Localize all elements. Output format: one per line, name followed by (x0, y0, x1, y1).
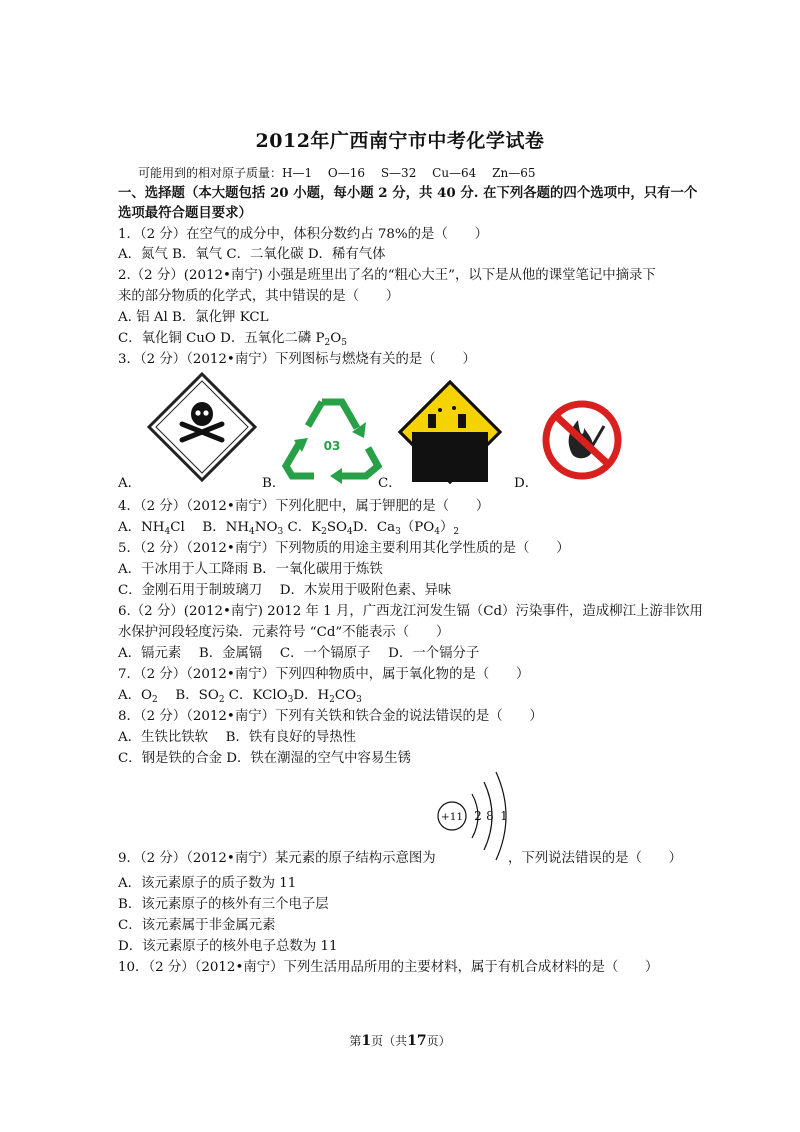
question-8: 8．（2 分）（2012•南宁）下列有关铁和铁合金的说法错误的是（ ） (118, 709, 543, 724)
question-5-options1: A．干冰用于人工降雨 B．一氧化碳用于炼铁 (118, 562, 383, 577)
question-8-options2: C．钢是铁的合金 D．铁在潮湿的空气中容易生锈 (118, 751, 412, 766)
recycle-number: 03 (323, 439, 341, 453)
question-6-line2: 水保护河段轻度污染．元素符号 “Cd”不能表示（ ） (118, 625, 450, 640)
question-9-option-c: C．该元素属于非金属元素 (118, 918, 276, 933)
recycle-icon (282, 392, 382, 484)
question-1: 1．（2 分）在空气的成分中，体积分数约占 78%的是（ ） (118, 227, 488, 242)
question-2-line2: 来的部分物质的化学式，其中错误的是（ ） (118, 289, 400, 304)
section-heading-line1: 一、选择题（本大题包括 20 小题，每小题 2 分，共 40 分. 在下列各题的四个选项中，只有一个 (118, 185, 698, 201)
question-1-options: A．氮气 B．氧气 C．二氧化碳 D．稀有气体 (118, 247, 386, 262)
atom-shell-1: 2 (474, 809, 482, 823)
atom-shell-3: 1 (500, 809, 508, 823)
question-9-option-d: D．该元素原子的核外电子总数为 11 (118, 939, 338, 954)
question-6-line1: 6.（2 分）(2012•南宁) 2012 年 1 月，广西龙江河发生镉（Cd）污染事件，造成柳江上游非饮用 (118, 604, 703, 619)
question-9-part2: ，下列说法错误的是（ ） (508, 851, 683, 866)
q3-label-d: D． (514, 476, 539, 491)
q3-label-b: B． (262, 476, 286, 491)
q3-label-a: A． (118, 476, 142, 491)
page-title: 2012年广西南宁市中考化学试卷 (255, 130, 545, 152)
q3-label-c: C． (378, 476, 402, 491)
question-8-options1: A．生铁比铁软 B．铁有良好的导热性 (118, 730, 357, 745)
question-2-options2: C．氧化铜 CuO D．五氧化二磷 $P_2O_5$ (118, 331, 347, 348)
page-footer: 第1页（共17页） (349, 1033, 451, 1049)
question-3: 3．（2 分）（2012•南宁）下列图标与燃烧有关的是（ ） (118, 352, 476, 367)
current-page-number: 1 (361, 1033, 372, 1049)
question-4: 4．（2 分）（2012•南宁）下列化肥中，属于钾肥的是（ ） (118, 499, 490, 514)
question-10: 10．（2 分）（2012•南宁）下列生活用品所用的主要材料，属于有机合成材料的是（ ） (118, 960, 659, 975)
question-6-options: A．镉元素 B．金属镉 C．一个镉原子 D．一个镉分子 (118, 646, 480, 661)
atom-shell-2: 8 (486, 809, 494, 823)
question-7: 7．（2 分）（2012•南宁）下列四种物质中，属于氧化物的是（ ） (118, 667, 530, 682)
atomic-masses: 可能用到的相对原子质量：H—1 O—16 S—32 Cu—64 Zn—65 (138, 166, 536, 180)
question-9-part1: 9．（2 分）（2012•南宁）某元素的原子结构示意图为 (118, 851, 436, 866)
toxic-hazard-icon (147, 372, 257, 482)
question-5: 5．（2 分）（2012•南宁）下列物质的用途主要利用其化学性质的是（ ） (118, 541, 570, 556)
atom-structure-diagram (434, 766, 524, 862)
question-2-options1: A. 铝 Al B．氯化钾 KCL (118, 310, 269, 325)
question-9-option-a: A．该元素原子的质子数为 11 (118, 876, 297, 891)
atom-nucleus-label: +11 (440, 811, 464, 823)
section-heading-line2: 选项最符合题目要求） (118, 205, 252, 221)
question-9-option-b: B．该元素原子的核外有三个电子层 (118, 897, 329, 912)
total-pages: 17 (407, 1033, 427, 1049)
corrosive-hazard-icon (398, 380, 502, 484)
question-4-options: A．$NH_4Cl$ B．$NH_4NO_3$ C．$K_2SO_4D$．$Ca_3(PO_4)_2$ (118, 520, 460, 537)
no-fire-icon (538, 398, 626, 482)
question-5-options2: C．金刚石用于制玻璃刀 D．木炭用于吸附色素、异味 (118, 583, 452, 598)
question-7-options: A．$O_2$ B．$SO_2$ C．KClO$_3$D．$H_2CO_3$ (118, 688, 362, 705)
question-2-line1: 2.（2 分）(2012•南宁) 小强是班里出了名的“粗心大王”，以下是从他的课堂笔记中摘录下 (118, 268, 656, 283)
